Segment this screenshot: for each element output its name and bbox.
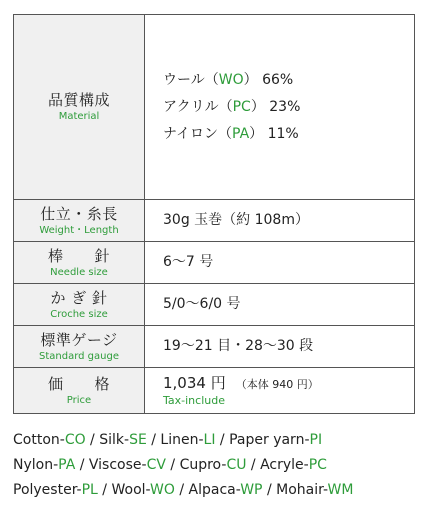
legend-code: WO — [150, 482, 175, 498]
legend-sep: / — [85, 432, 100, 448]
material-row — [14, 15, 414, 199]
gauge-label-cell — [14, 326, 145, 367]
crochet-value: 5/0〜6/0 号 — [163, 296, 241, 312]
material-label-cell — [14, 15, 145, 199]
weight-label-jp: 仕立・糸長 — [40, 204, 118, 223]
legend-name: Nylon- — [13, 457, 59, 473]
legend-code: SE — [129, 432, 147, 448]
crochet-value-cell — [145, 284, 414, 325]
legend-name: Polyester- — [13, 482, 82, 498]
legend-name: Cupro- — [179, 457, 227, 473]
gauge-row — [14, 325, 414, 367]
weight-label-cell — [14, 200, 145, 241]
material-label-jp: 品質構成 — [47, 91, 110, 109]
legend-name: Acryle- — [260, 457, 309, 473]
legend-name: Alpaca- — [188, 482, 241, 498]
legend-sep: / — [262, 482, 277, 498]
fiber-name: ウール — [163, 71, 205, 88]
legend-sep: / — [174, 482, 189, 498]
fiber-name: アクリル — [163, 98, 219, 115]
legend-sep: / — [75, 457, 89, 473]
material-line: ウール（WO） 66% — [163, 71, 294, 88]
weight-value-cell — [145, 200, 414, 241]
fiber-legend-line — [13, 456, 423, 474]
legend-name: Cotton- — [13, 432, 65, 448]
material-line: ナイロン（PA） 11% — [163, 125, 299, 142]
crochet-label-cell — [14, 284, 145, 325]
legend-code: PI — [309, 432, 323, 448]
weight-value: 30g 玉巻（約 108m） — [163, 212, 309, 228]
price-value: 1,034 円 — [163, 374, 226, 392]
legend-name: Viscose- — [88, 457, 147, 473]
legend-code: LI — [203, 432, 216, 448]
legend-sep: / — [165, 457, 180, 473]
gauge-label-en: Standard gauge — [39, 350, 119, 362]
needle-value-cell — [145, 242, 414, 283]
legend-code: PC — [308, 457, 327, 473]
price-base: （本体 940 円） — [235, 378, 319, 391]
legend-code: CO — [64, 432, 86, 448]
fiber-legend-line — [13, 431, 423, 449]
needle-value: 6〜7 号 — [163, 254, 214, 270]
price-value-cell — [145, 368, 414, 413]
legend-code: WP — [240, 482, 263, 498]
legend-name: Paper yarn- — [229, 432, 310, 448]
legend-code: CU — [226, 457, 247, 473]
legend-name: Mohair- — [276, 482, 328, 498]
fiber-percent: 23% — [269, 98, 301, 115]
fiber-percent: 11% — [267, 125, 299, 142]
crochet-row — [14, 283, 414, 325]
price-label-en: Price — [66, 394, 92, 406]
weight-row — [14, 199, 414, 241]
price-label-cell — [14, 368, 145, 413]
legend-sep: / — [97, 482, 112, 498]
legend-sep: / — [215, 432, 230, 448]
legend-code: WM — [327, 482, 354, 498]
material-value-cell — [145, 15, 414, 199]
material-line: アクリル（PC） 23% — [163, 98, 301, 115]
needle-row — [14, 241, 414, 283]
legend-code: PL — [81, 482, 98, 498]
fiber-legend-line — [13, 481, 423, 499]
fiber-percent: 66% — [262, 71, 294, 88]
gauge-value-cell — [145, 326, 414, 367]
tax-include-label: Tax-include — [163, 394, 225, 407]
spec-table — [13, 14, 415, 414]
material-label-en: Material — [58, 111, 100, 122]
needle-label-jp: 棒 針 — [47, 246, 110, 265]
gauge-value: 19〜21 目・28〜30 段 — [163, 338, 314, 354]
fiber-code: PC — [232, 98, 251, 115]
fiber-code: PA — [232, 125, 250, 142]
crochet-label-jp: か ぎ 針 — [50, 288, 108, 307]
price-row — [14, 367, 414, 413]
weight-label-en: Weight・Length — [39, 224, 119, 236]
price-label-jp: 価 格 — [47, 374, 110, 393]
fiber-code: WO — [218, 71, 244, 88]
legend-name: Silk- — [99, 432, 130, 448]
crochet-label-en: Croche size — [50, 308, 108, 320]
needle-label-en: Needle size — [50, 266, 108, 278]
legend-name: Linen- — [160, 432, 204, 448]
legend-name: Wool- — [111, 482, 151, 498]
price-line — [163, 374, 414, 394]
needle-label-cell — [14, 242, 145, 283]
legend-sep: / — [146, 432, 161, 448]
legend-code: PA — [58, 457, 76, 473]
gauge-label-jp: 標準ゲージ — [40, 330, 118, 349]
fiber-name: ナイロン — [163, 125, 219, 142]
legend-code: CV — [146, 457, 166, 473]
legend-sep: / — [246, 457, 261, 473]
